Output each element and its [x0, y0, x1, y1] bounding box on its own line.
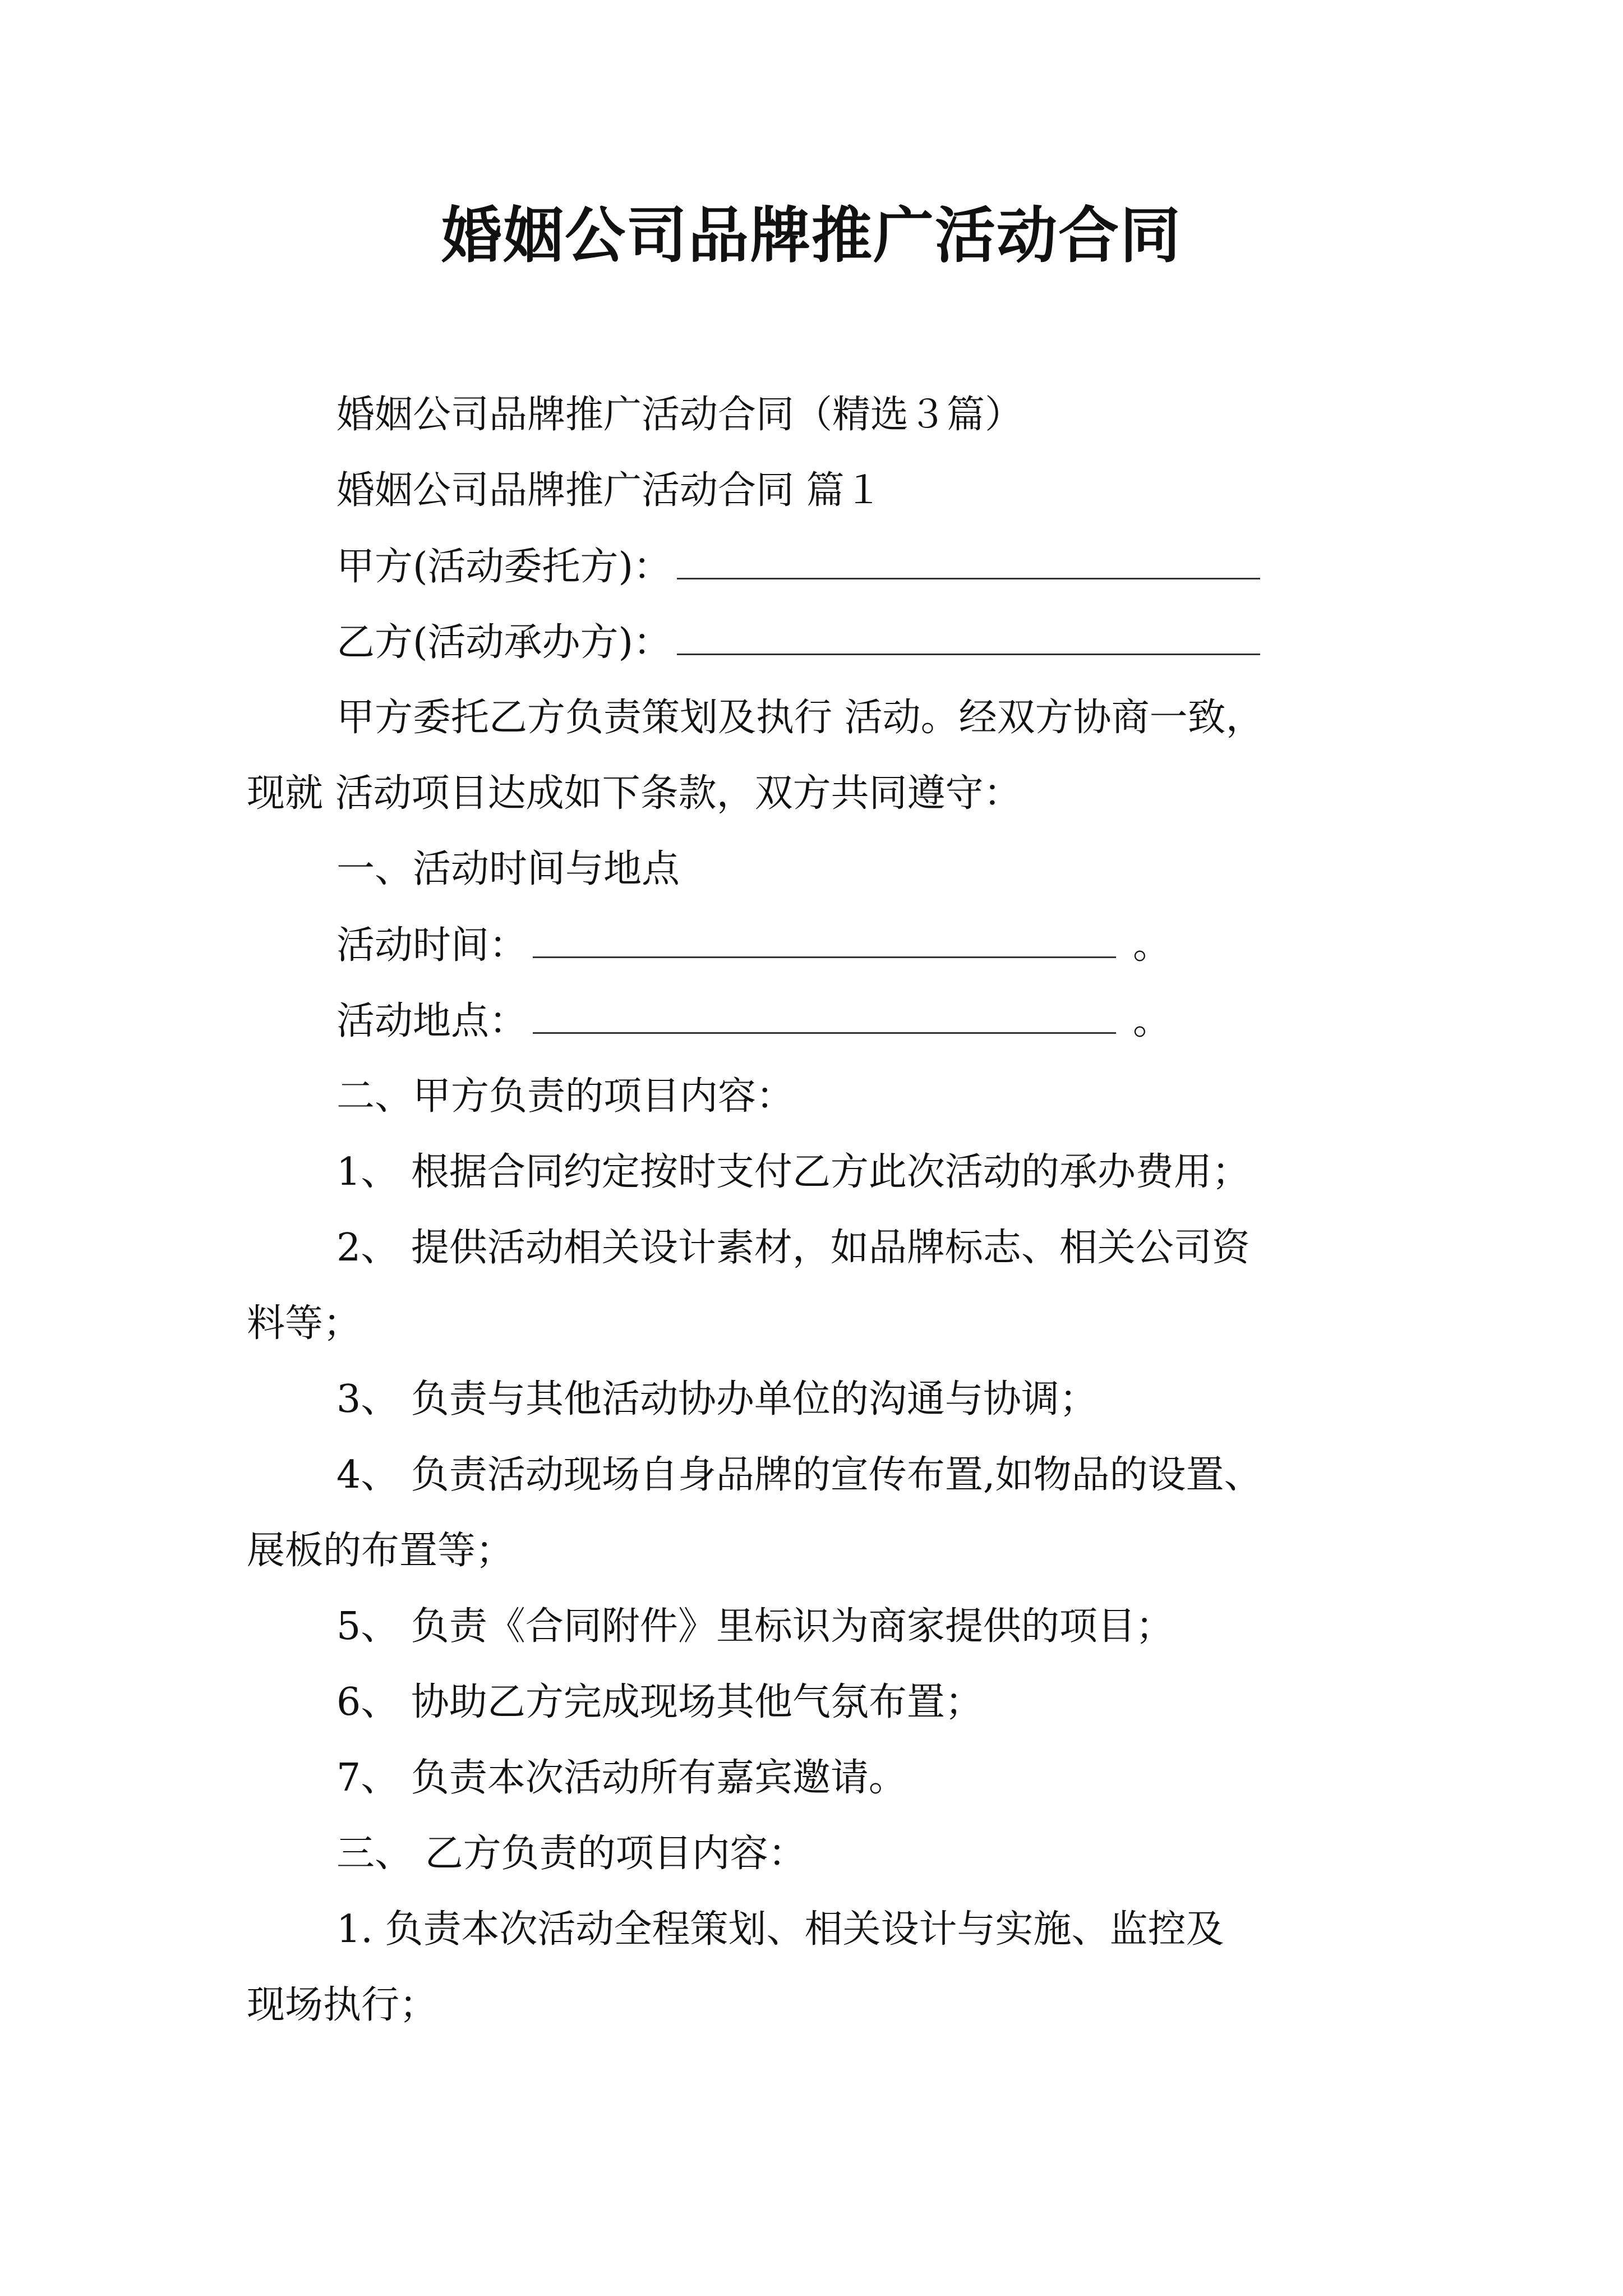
section2-item: 2、 提供活动相关设计素材，如品牌标志、相关公司资	[336, 1226, 1250, 1270]
activity-place-line	[336, 993, 1171, 1050]
section3-item-continuation: 现场执行；	[247, 1983, 438, 2027]
activity-place-blank	[533, 993, 1116, 1034]
section2-heading: 二、甲方负责的项目内容：	[336, 1074, 795, 1119]
intro-line-2: 现就 活动项目达成如下条款，双方共同遵守：	[247, 771, 1022, 816]
section3-item: 1. 负责本次活动全程策划、相关设计与实施、监控及	[336, 1907, 1224, 1952]
activity-time-line	[336, 917, 1171, 974]
section2-item: 3、 负责与其他活动协办单位的沟通与协调；	[336, 1377, 1098, 1421]
activity-place-label: 活动地点：	[336, 999, 528, 1043]
activity-time-period: 。	[1133, 923, 1172, 968]
part-heading: 婚姻公司品牌推广活动合同 篇１	[336, 468, 883, 513]
party-b-line	[336, 614, 1260, 671]
party-b-blank	[677, 614, 1260, 655]
section2-item: 1、 根据合同约定按时支付乙方此次活动的承办费用；	[336, 1150, 1250, 1194]
intro-line-1: 甲方委托乙方负责策划及执行 活动。经双方协商一致，	[336, 696, 1264, 740]
party-a-label: 甲方(活动委托方)：	[336, 545, 672, 589]
section2-item: 7、 负责本次活动所有嘉宾邀请。	[336, 1756, 907, 1800]
section2-item: 6、 协助乙方完成现场其他气氛布置；	[336, 1680, 983, 1724]
activity-place-period: 。	[1133, 999, 1172, 1043]
section2-item-continuation: 展板的布置等；	[247, 1529, 514, 1573]
section3-heading: 三、 乙方负责的项目内容：	[336, 1832, 806, 1876]
section2-item-continuation: 料等；	[247, 1301, 362, 1346]
section2-item: 4、 负责活动现场自身品牌的宣传布置,如物品的设置、	[336, 1453, 1262, 1497]
document-subtitle: 婚姻公司品牌推广活动合同（精选３篇）	[336, 393, 1023, 437]
document-title: 婚姻公司品牌推广活动合同	[441, 200, 1182, 271]
party-a-blank	[677, 539, 1260, 579]
section1-heading: 一、活动时间与地点	[336, 847, 680, 891]
activity-time-label: 活动时间：	[336, 923, 528, 968]
section2-item: 5、 负责《合同附件》里标识为商家提供的项目；	[336, 1604, 1174, 1649]
activity-time-blank	[533, 917, 1116, 958]
party-b-label: 乙方(活动承办方)：	[336, 620, 672, 665]
party-a-line	[336, 539, 1260, 595]
